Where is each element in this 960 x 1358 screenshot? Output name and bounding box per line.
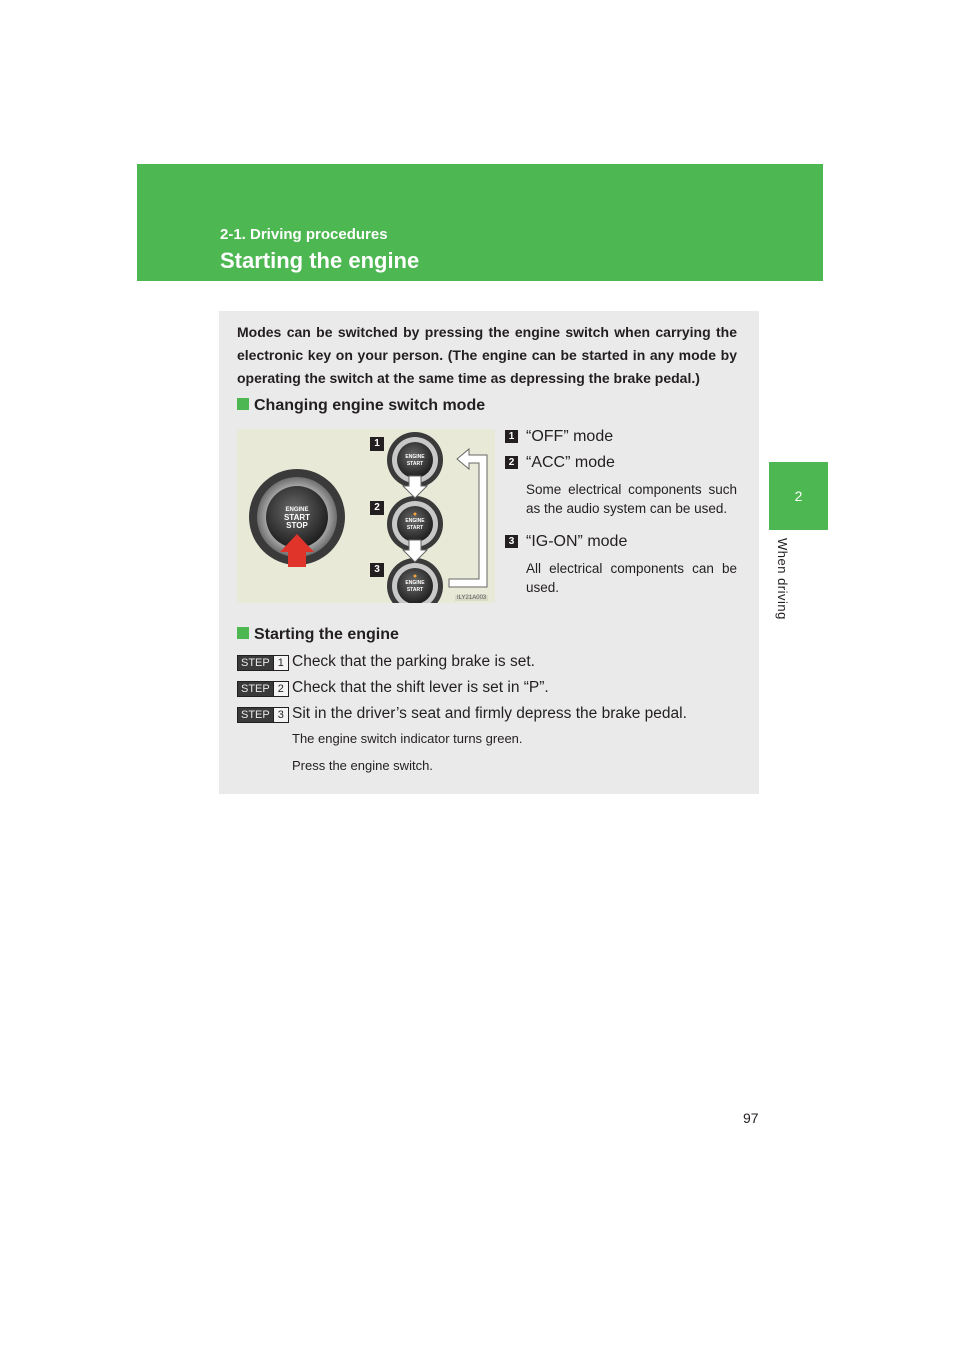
mode-ig-on bbox=[505, 530, 737, 597]
mode-title: “OFF” mode bbox=[526, 428, 614, 445]
big-switch-text-1: ENGINE bbox=[285, 507, 309, 513]
step-badge: STEP 2 bbox=[237, 681, 289, 697]
intro-paragraph: Modes can be switched by pressing the engine switch when carrying the electronic key on your person. (The engine can be started in any mode by operating the switch at the same time as depressing the brake pedal.) bbox=[237, 324, 737, 386]
step-text: Check that the parking brake is set. bbox=[292, 653, 535, 670]
step-row bbox=[237, 703, 747, 729]
small-switch-text-2: START bbox=[406, 525, 424, 531]
mode-number: 2 bbox=[505, 456, 518, 469]
step-note: Press the engine switch. bbox=[292, 758, 433, 773]
step-list bbox=[237, 651, 747, 729]
small-switch-text-1: ENGINE bbox=[405, 518, 425, 524]
mode-off bbox=[505, 425, 737, 449]
step-badge: STEP 1 bbox=[237, 655, 289, 671]
engine-switch-illustration bbox=[237, 429, 495, 603]
mode-title: “ACC” mode bbox=[526, 454, 615, 471]
step-text: Check that the shift lever is set in “P”. bbox=[292, 679, 549, 696]
mode-list bbox=[505, 425, 737, 597]
big-switch-text-3: STOP bbox=[286, 521, 308, 530]
chapter-tab[interactable] bbox=[769, 462, 828, 530]
bullet-square-icon bbox=[237, 627, 249, 639]
starting-heading: Starting the engine bbox=[237, 626, 399, 644]
changing-mode-heading: Changing engine switch mode bbox=[237, 397, 485, 415]
mode-number: 3 bbox=[505, 535, 518, 548]
step-row bbox=[237, 651, 747, 677]
chapter-header bbox=[137, 164, 823, 281]
figure-label-2: 2 bbox=[370, 501, 384, 515]
mode-description: All electrical components can be used. bbox=[526, 561, 737, 595]
small-switch-text-2: START bbox=[406, 587, 424, 593]
step-row bbox=[237, 677, 747, 703]
section-label: 2-1. Driving procedures bbox=[220, 226, 388, 243]
small-switch-text-1: ENGINE bbox=[405, 580, 425, 586]
small-switch-text-2: START bbox=[406, 461, 424, 467]
figure-label-1: 1 bbox=[370, 437, 384, 451]
mode-description: Some electrical components such as the audio system can be used. bbox=[526, 482, 737, 516]
bullet-square-icon bbox=[237, 398, 249, 410]
chapter-label: When driving bbox=[775, 538, 790, 620]
big-switch-text-2: START bbox=[283, 513, 311, 522]
step-note: The engine switch indicator turns green. bbox=[292, 731, 523, 746]
engine-switch-figure bbox=[237, 429, 495, 603]
figure-label-3: 3 bbox=[370, 563, 384, 577]
mode-acc bbox=[505, 451, 737, 518]
figure-code: ILY21A003 bbox=[457, 595, 487, 601]
return-arrow-icon bbox=[449, 449, 487, 587]
switch-ig-on-state bbox=[387, 558, 443, 603]
step-text: Sit in the driver’s seat and firmly depress the brake pedal. bbox=[292, 705, 687, 722]
chapter-number: 2 bbox=[794, 488, 803, 504]
page-title: Starting the engine bbox=[220, 248, 420, 273]
page-number: 97 bbox=[743, 1110, 759, 1126]
step-badge: STEP 3 bbox=[237, 707, 289, 723]
small-switch-text-1: ENGINE bbox=[405, 454, 425, 460]
mode-number: 1 bbox=[505, 430, 518, 443]
content-panel bbox=[219, 311, 759, 794]
mode-title: “IG-ON” mode bbox=[526, 533, 628, 550]
